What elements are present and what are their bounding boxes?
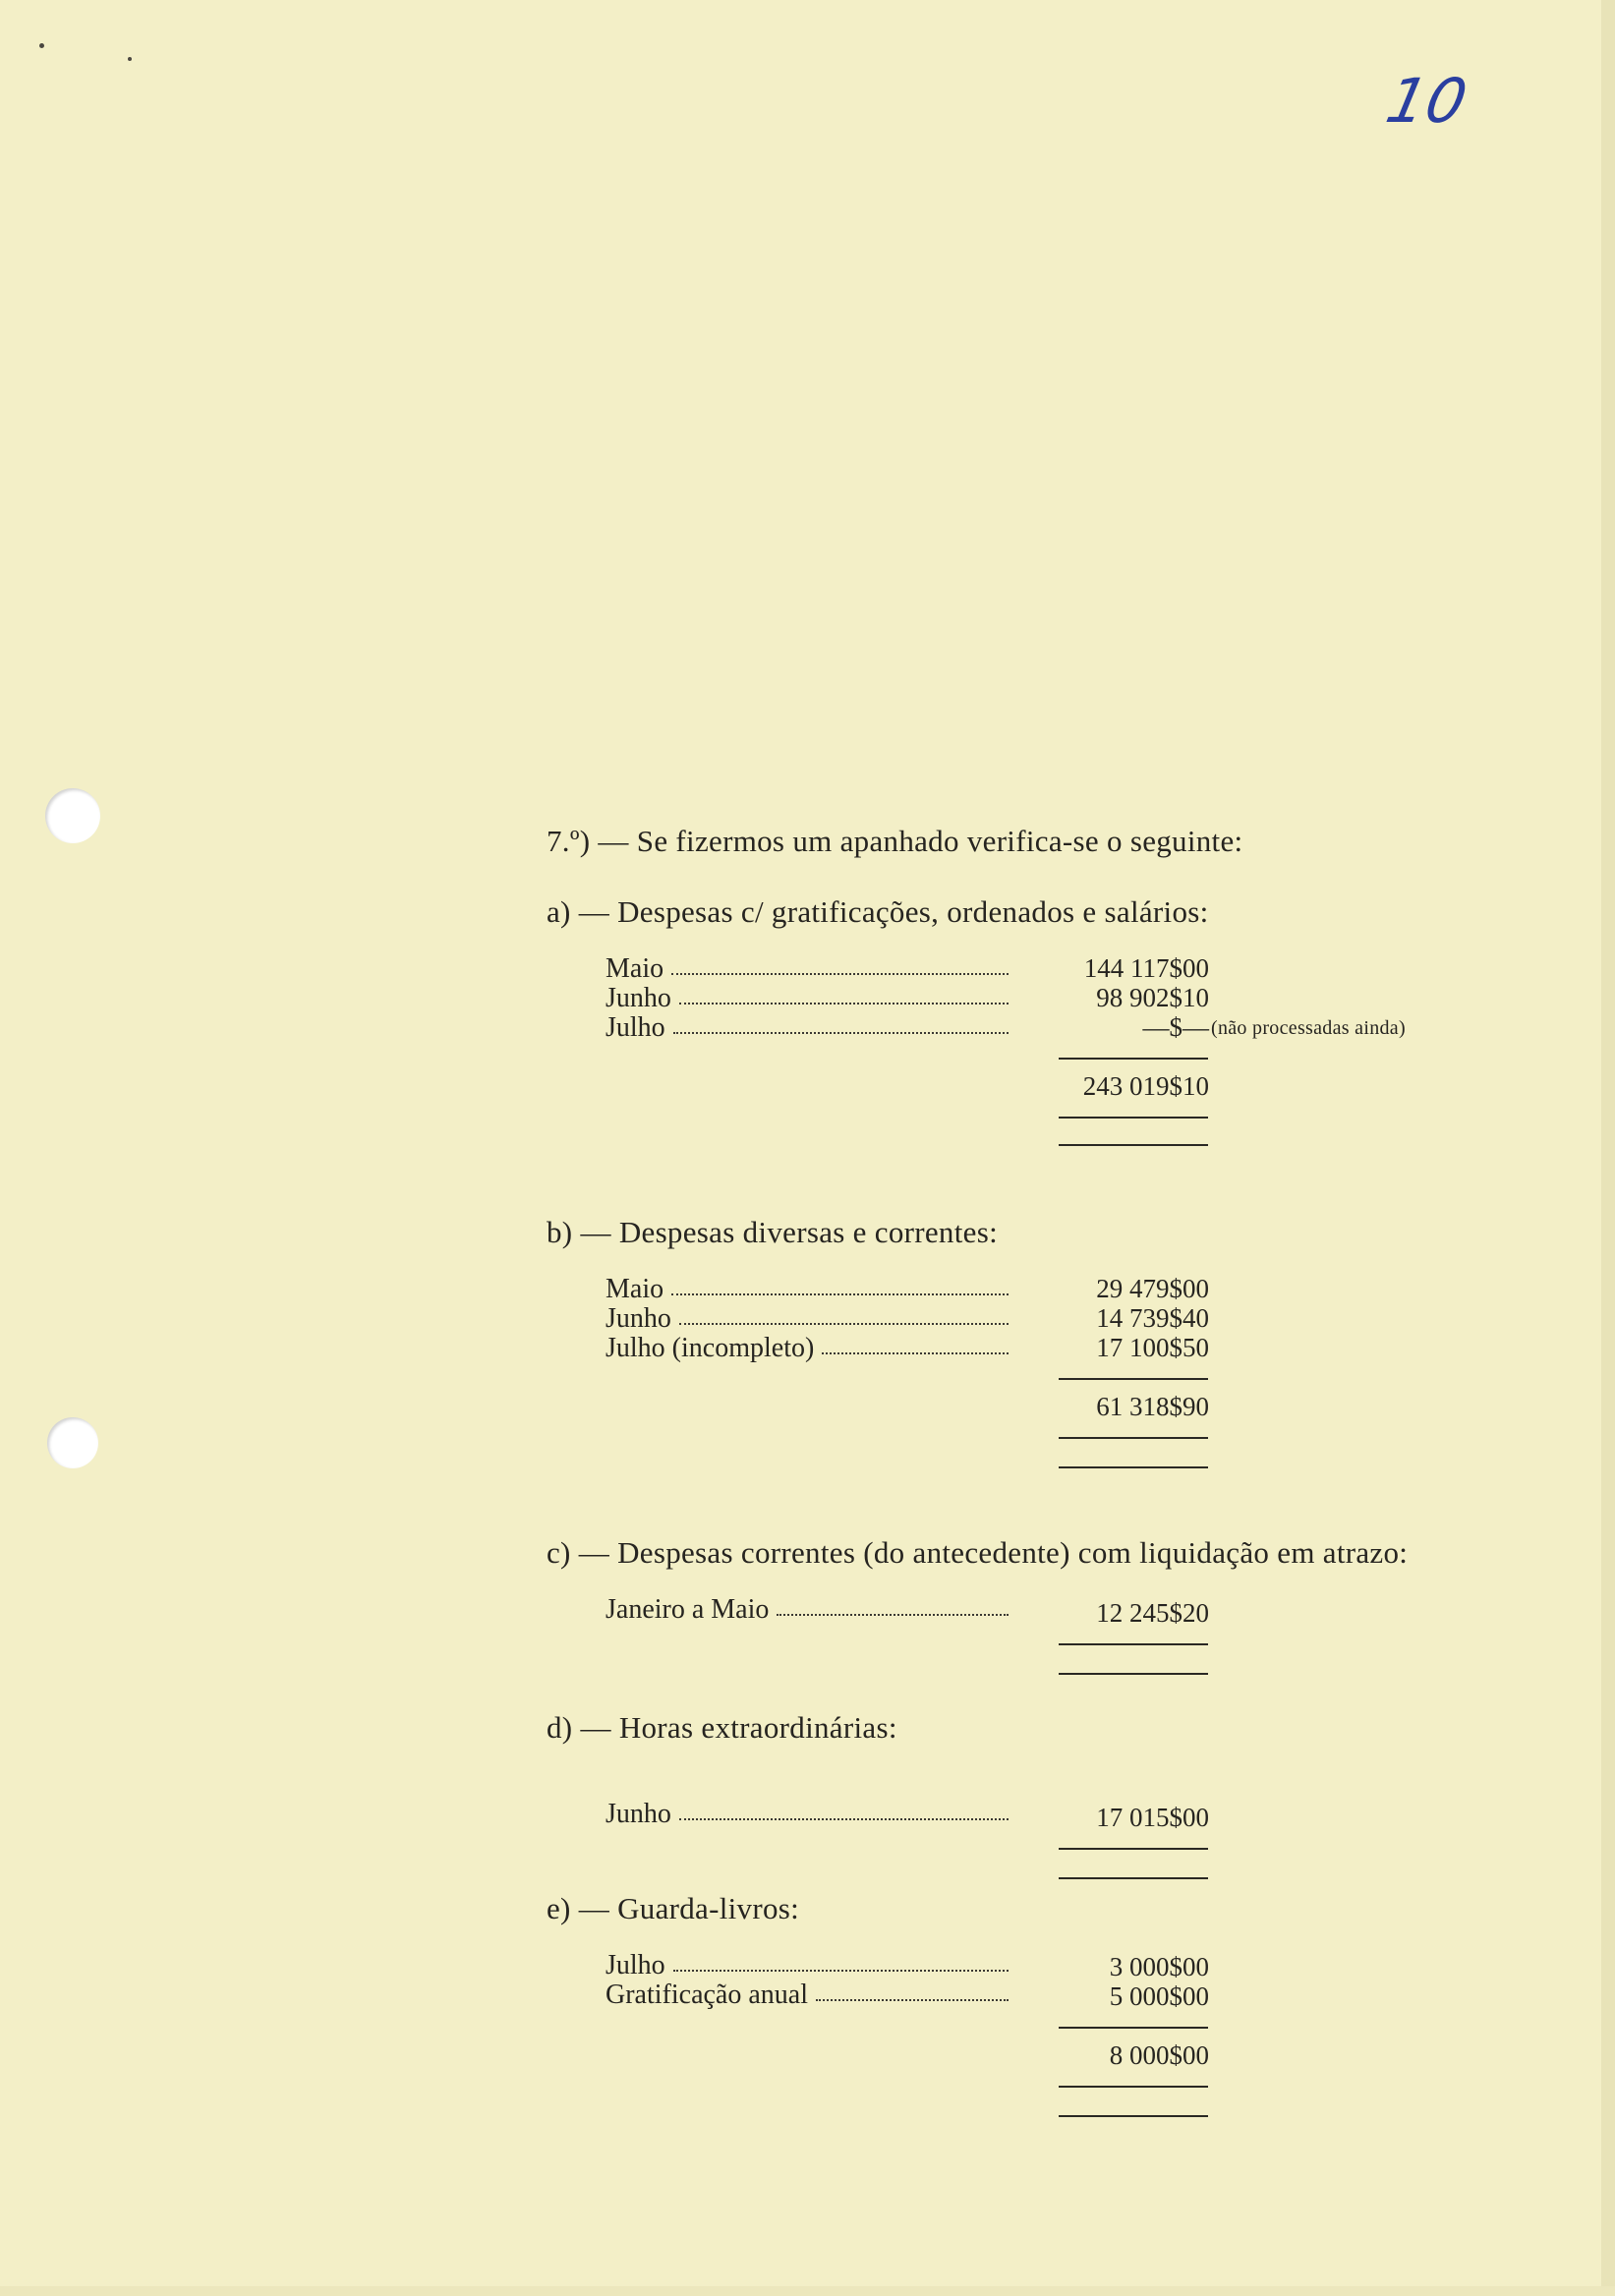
total-rule xyxy=(1059,1144,1208,1146)
row-label: Julho xyxy=(606,1012,1009,1044)
paper-edge xyxy=(1601,0,1615,2296)
total-amount: 243 019$10 xyxy=(1082,1071,1209,1101)
total-rule xyxy=(1059,1058,1208,1060)
row-amount: 17 100$50 xyxy=(1096,1333,1209,1362)
row-label: Julho xyxy=(606,1950,1009,1981)
heading-c: c) — Despesas correntes (do antecedente) com liquidação em atrazo: xyxy=(547,1535,1409,1570)
punch-hole xyxy=(45,788,100,843)
total-rule xyxy=(1059,1378,1208,1380)
row-amount: 29 479$00 xyxy=(1096,1274,1209,1303)
total-rule xyxy=(1059,1117,1208,1119)
row-note: (não processadas ainda) xyxy=(1211,1017,1406,1039)
total-rule xyxy=(1059,2086,1208,2088)
row-amount: 3 000$00 xyxy=(1109,1952,1209,1981)
row-label: Maio xyxy=(606,953,1009,985)
row-label: Gratificação anual xyxy=(606,1980,1009,2011)
total-rule xyxy=(1059,1437,1208,1439)
total-rule xyxy=(1059,2115,1208,2117)
total-rule xyxy=(1059,1673,1208,1675)
row-amount: 14 739$40 xyxy=(1096,1303,1209,1333)
speck xyxy=(128,57,132,61)
total-rule xyxy=(1059,1643,1208,1645)
total-rule xyxy=(1059,2027,1208,2029)
row-label: Maio xyxy=(606,1274,1009,1305)
row-label: Janeiro a Maio xyxy=(606,1594,1009,1626)
heading-d: d) — Horas extraordinárias: xyxy=(547,1710,897,1745)
row-amount: 144 117$00 xyxy=(1083,953,1209,983)
total-rule xyxy=(1059,1466,1208,1468)
row-amount: 98 902$10 xyxy=(1096,983,1209,1012)
punch-hole xyxy=(47,1417,98,1468)
total-amount: 61 318$90 xyxy=(1096,1392,1209,1421)
intro-line: 7.º) — Se fizermos um apanhado verifica-se o seguinte: xyxy=(547,824,1243,858)
heading-e: e) — Guarda-livros: xyxy=(547,1891,800,1925)
row-amount: 12 245$20 xyxy=(1096,1598,1209,1628)
row-label: Julho (incompleto) xyxy=(606,1333,1009,1364)
handwritten-page-number: 10 xyxy=(1380,65,1473,137)
speck xyxy=(39,43,44,48)
total-rule xyxy=(1059,1848,1208,1850)
row-label: Junho xyxy=(606,983,1009,1014)
row-amount: 5 000$00 xyxy=(1109,1981,1209,2011)
total-amount: 8 000$00 xyxy=(1109,2040,1209,2070)
row-label: Junho xyxy=(606,1799,1009,1830)
row-amount: 17 015$00 xyxy=(1096,1803,1209,1832)
heading-a: a) — Despesas c/ gratificações, ordenados e salários: xyxy=(547,894,1209,929)
row-amount: —$— xyxy=(1142,1012,1209,1042)
row-label: Junho xyxy=(606,1303,1009,1335)
total-rule xyxy=(1059,1877,1208,1879)
paper-edge-bottom xyxy=(0,2286,1615,2296)
heading-b: b) — Despesas diversas e correntes: xyxy=(547,1215,998,1249)
